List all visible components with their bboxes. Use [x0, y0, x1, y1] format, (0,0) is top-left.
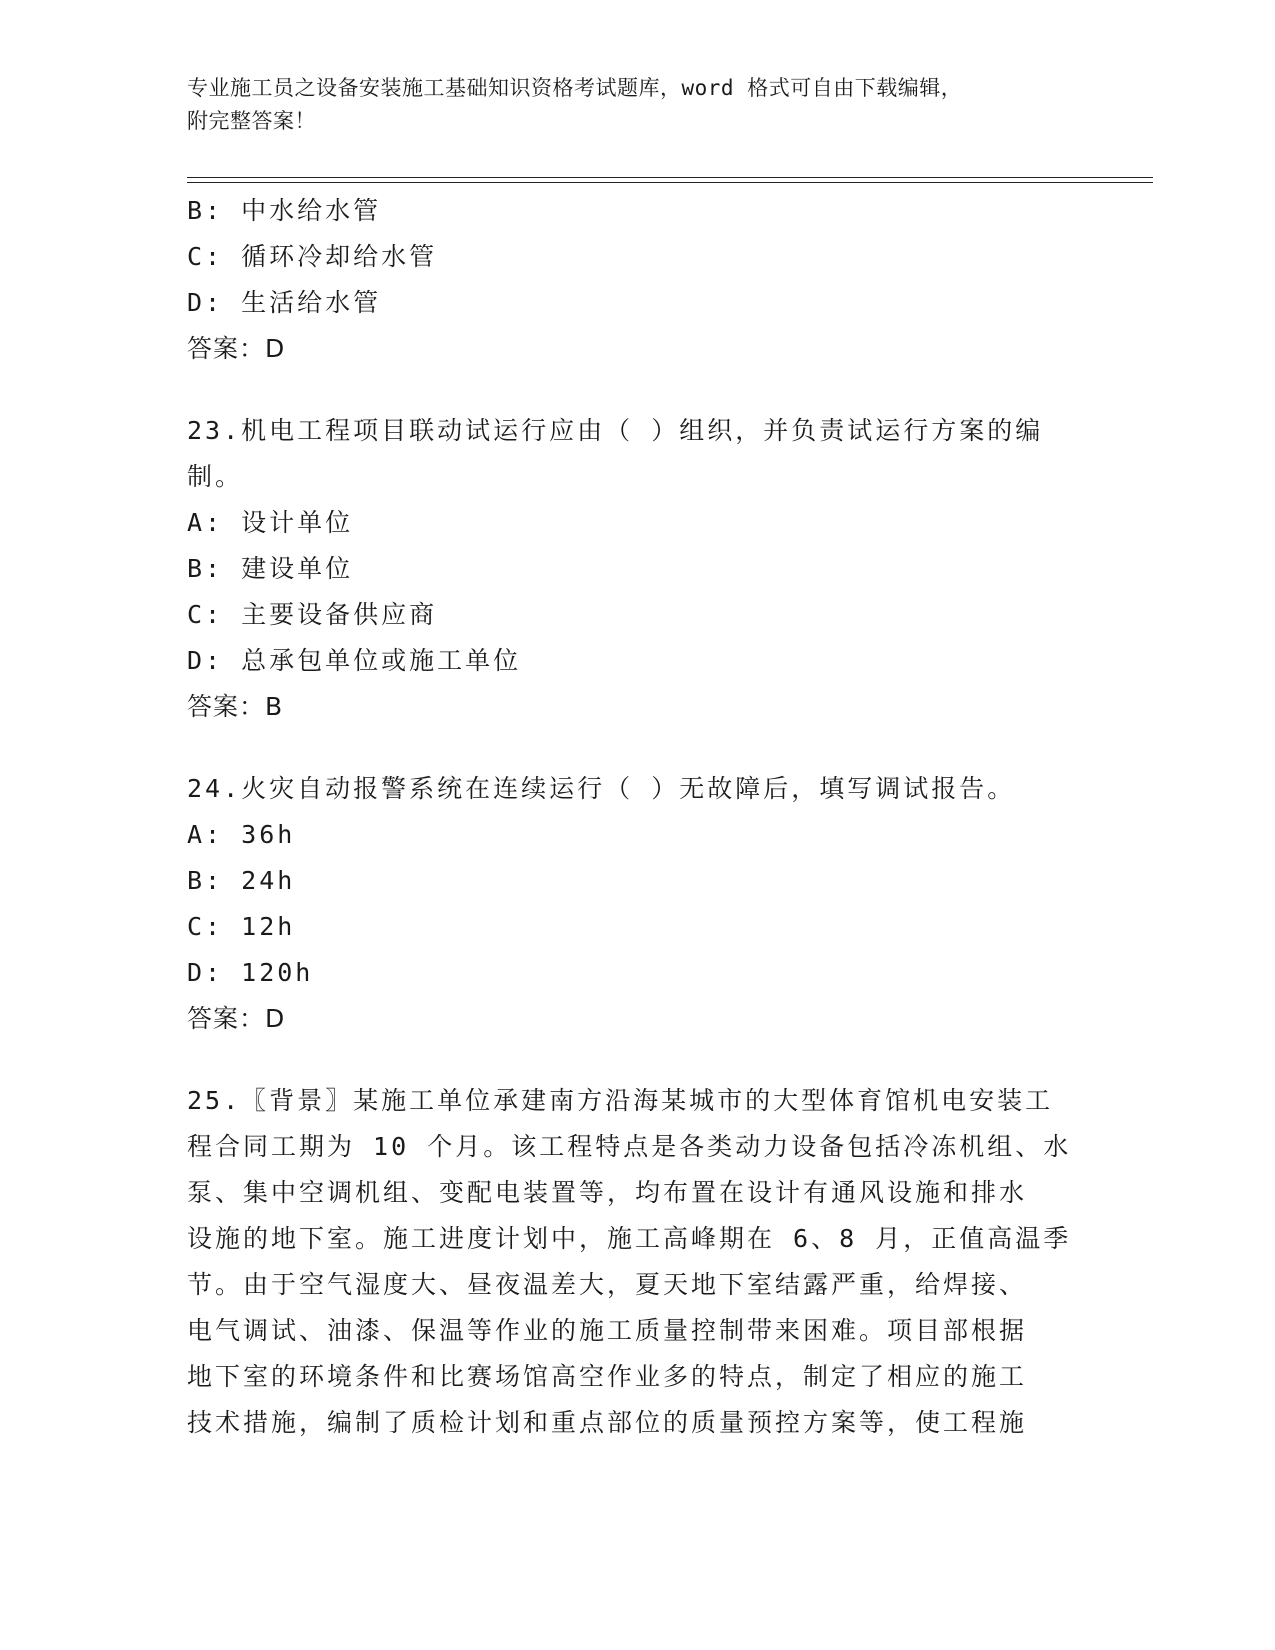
question-24 — [187, 766, 1087, 1042]
header-line-1: 专业施工员之设备安装施工基础知识资格考试题库，word 格式可自由下载编辑， — [187, 76, 963, 100]
question-23 — [187, 408, 1087, 730]
question-body-line: 25.〖背景〗某施工单位承建南方沿海某城市的大型体育馆机电安装工 — [187, 1086, 1054, 1115]
spacer — [187, 372, 1087, 408]
option-d: D: 120h — [187, 958, 314, 987]
option-a: A: 设计单位 — [187, 508, 354, 537]
option-c: C: 主要设备供应商 — [187, 600, 438, 629]
option-c: C: 12h — [187, 912, 296, 941]
question-body-line: 节。由于空气湿度大、昼夜温差大，夏天地下室结露严重，给焊接、 — [187, 1270, 1028, 1299]
question-stem-line: 24.火灾自动报警系统在连续运行（ ）无故障后，填写调试报告。 — [187, 774, 1016, 803]
question-stem-line: 制。 — [187, 462, 244, 491]
question-body-line: 电气调试、油漆、保温等作业的施工质量控制带来困难。项目部根据 — [187, 1316, 1028, 1345]
question-body-line: 泵、集中空调机组、变配电装置等，均布置在设计有通风设施和排水 — [187, 1178, 1028, 1207]
header-divider-top — [187, 177, 1153, 178]
header-line-2: 附完整答案！ — [187, 109, 316, 133]
spacer — [187, 1042, 1087, 1078]
question-stem-line: 23.机电工程项目联动试运行应由（ ）组织，并负责试运行方案的编 — [187, 416, 1044, 445]
option-c: C: 循环冷却给水管 — [187, 242, 438, 271]
answer-label: 答案：D — [187, 1004, 286, 1033]
question-body-line: 设施的地下室。施工进度计划中，施工高峰期在 6、8 月，正值高温季 — [187, 1224, 1072, 1253]
option-d: D: 生活给水管 — [187, 288, 382, 317]
document-header — [187, 72, 1087, 138]
option-d: D: 总承包单位或施工单位 — [187, 646, 522, 675]
answer-label: 答案：D — [187, 334, 286, 363]
question-22-tail — [187, 188, 1087, 372]
question-body-line: 技术措施，编制了质检计划和重点部位的质量预控方案等，使工程施 — [187, 1408, 1028, 1437]
option-a: A: 36h — [187, 820, 296, 849]
option-b: B: 建设单位 — [187, 554, 354, 583]
answer-label: 答案：B — [187, 692, 284, 721]
header-divider-bottom — [187, 182, 1153, 183]
question-body-line: 地下室的环境条件和比赛场馆高空作业多的特点，制定了相应的施工 — [187, 1362, 1028, 1391]
question-25 — [187, 1078, 1087, 1446]
document-body — [187, 188, 1087, 1446]
question-body-line: 程合同工期为 10 个月。该工程特点是各类动力设备包括冷冻机组、水 — [187, 1132, 1072, 1161]
option-b: B: 中水给水管 — [187, 196, 382, 225]
option-b: B: 24h — [187, 866, 296, 895]
spacer — [187, 730, 1087, 766]
